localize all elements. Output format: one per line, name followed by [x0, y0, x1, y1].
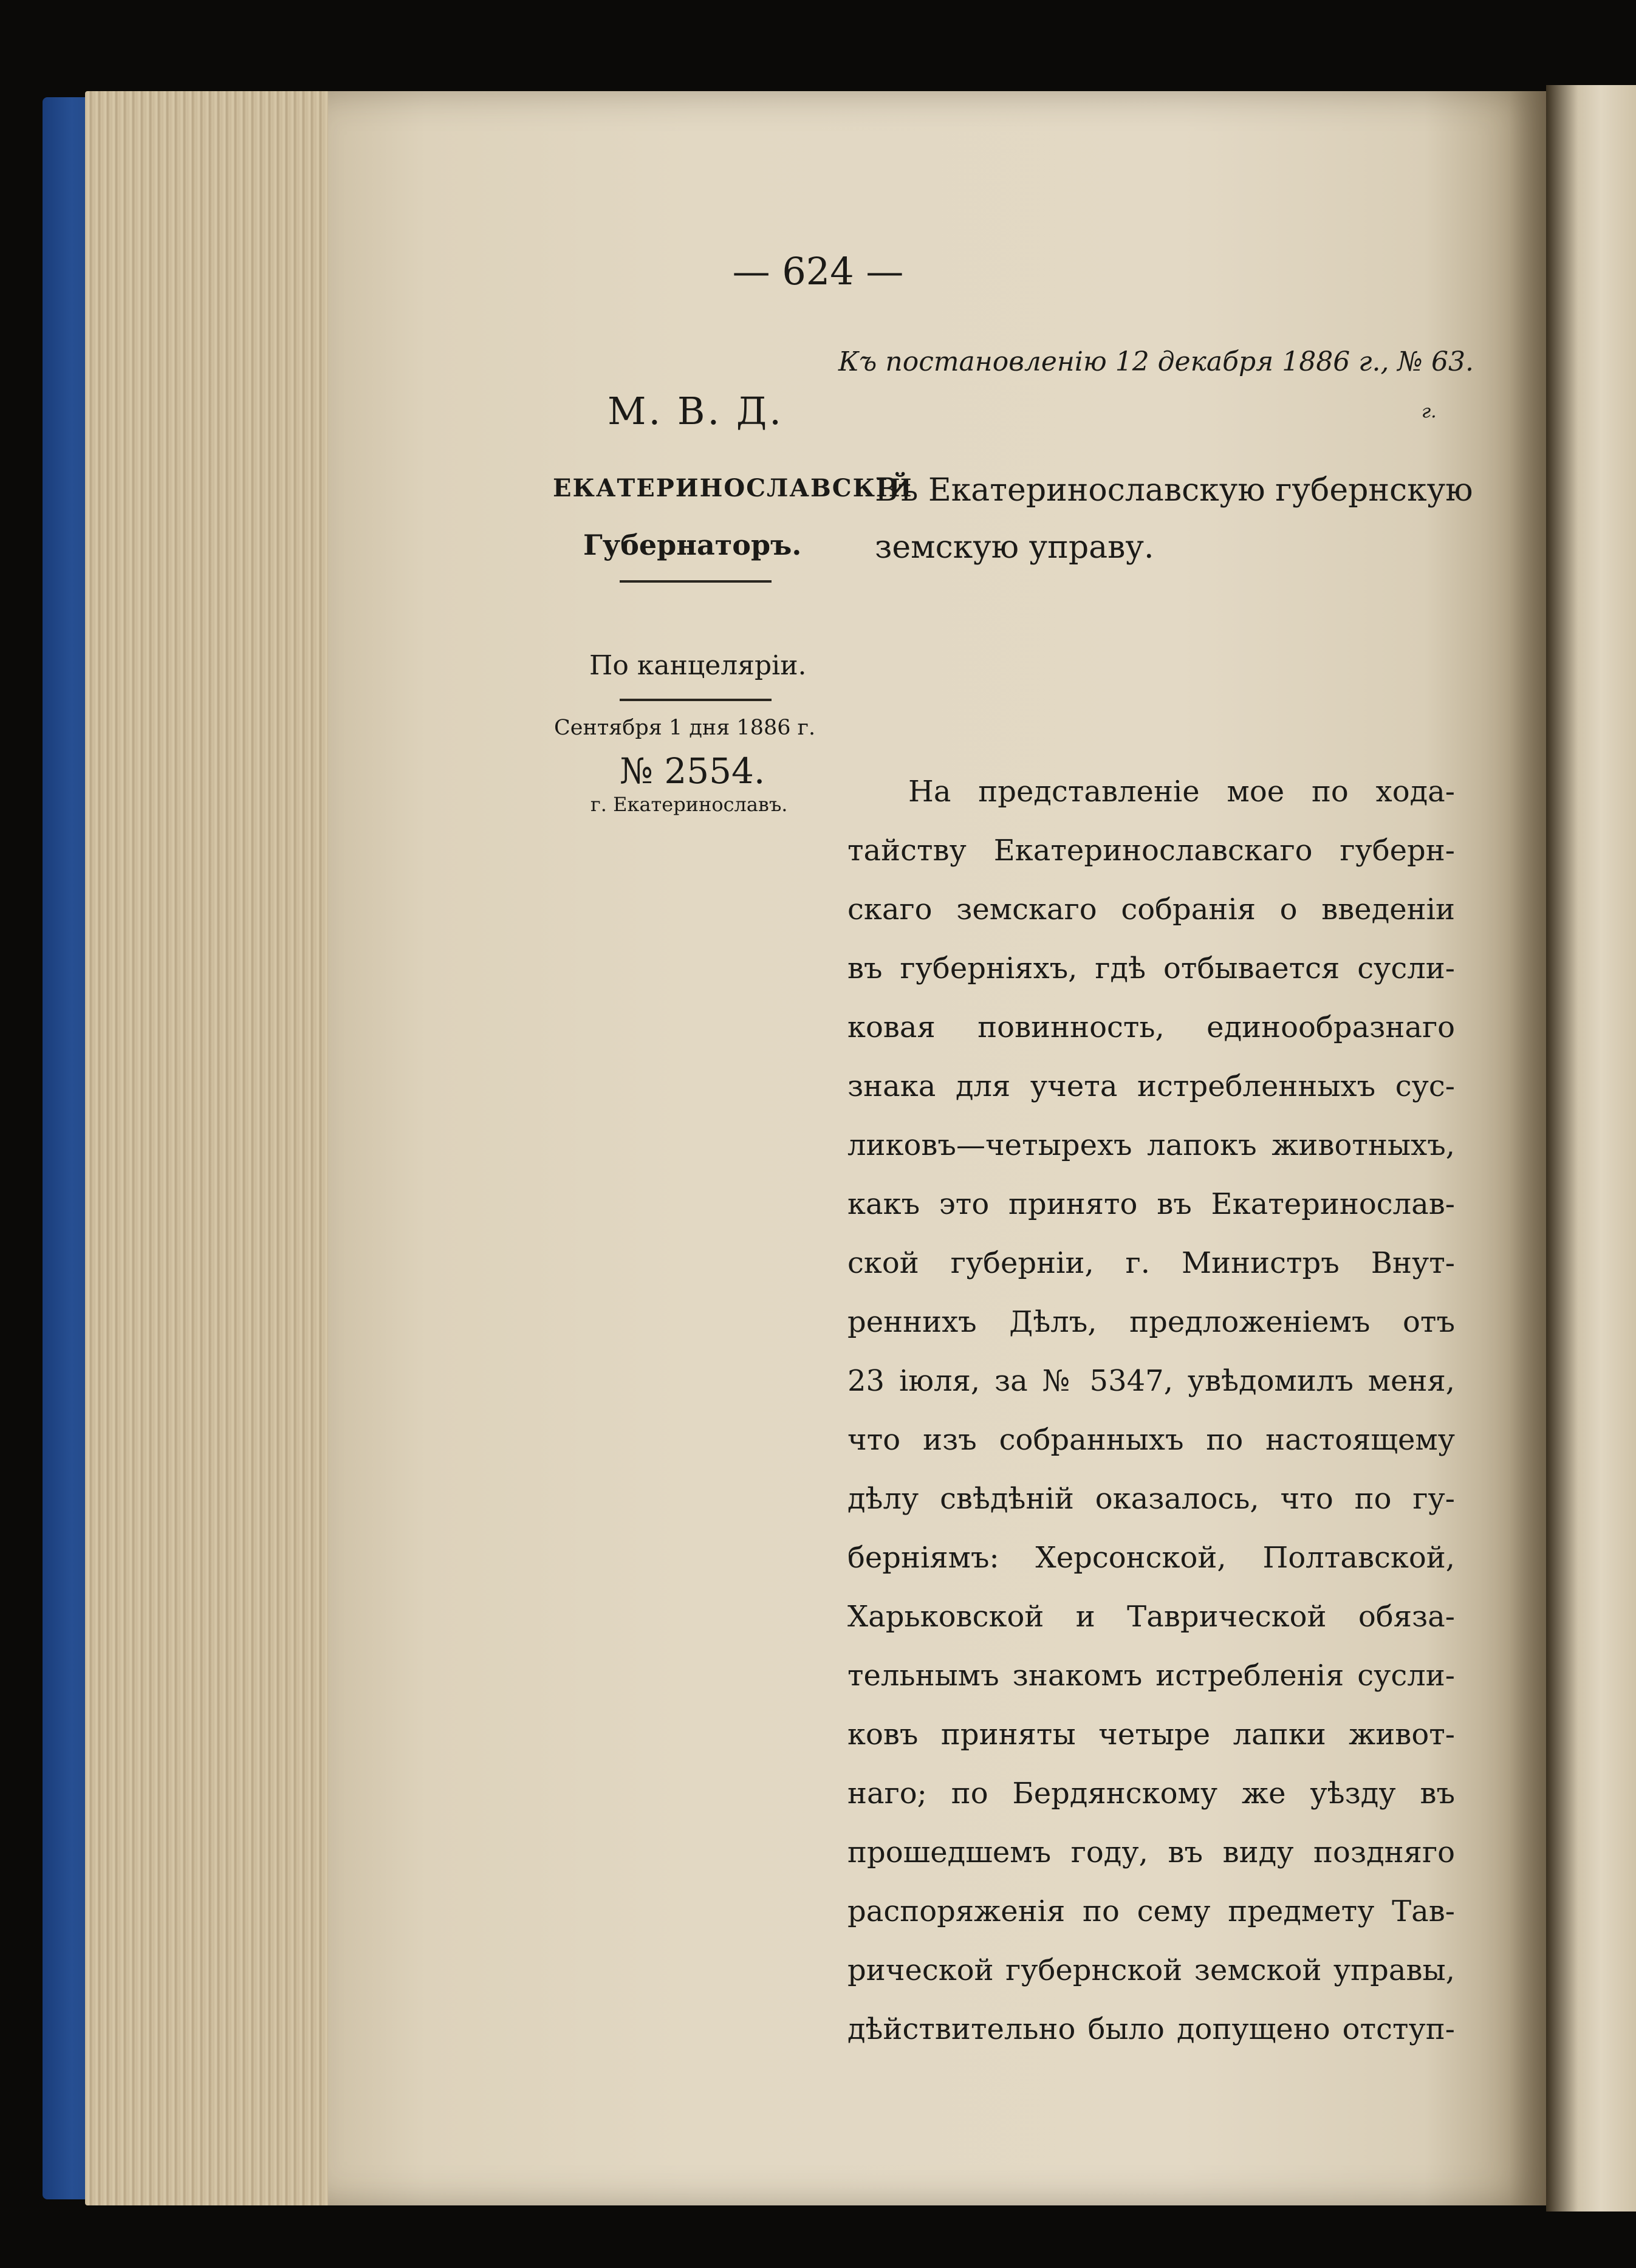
body-line: какъ это принято въ Екатеринослав-: [847, 1187, 1455, 1221]
department-label: По канцеляріи.: [589, 650, 807, 681]
body-line: ской губерніи, г. Министръ Внут-: [847, 1246, 1455, 1280]
body-line: въ губерніяхъ, гдѣ отбывается сусли-: [847, 951, 1455, 985]
body-line: 23 іюля, за № 5347, увѣдомилъ меня,: [847, 1364, 1455, 1398]
document-number: № 2554.: [620, 750, 765, 792]
page-number: — 624 —: [732, 249, 904, 293]
document-date: Сентября 1 дня 1886 г.: [554, 716, 816, 740]
ministry-heading: М. В. Д.: [608, 389, 784, 433]
body-line: берніямъ: Херсонской, Полтавской,: [847, 1541, 1455, 1575]
body-line: прошедшемъ году, въ виду поздняго: [847, 1835, 1455, 1869]
body-text: [847, 762, 1455, 2059]
body-line: тельнымъ знакомъ истребленія сусли-: [847, 1659, 1455, 1693]
office-title-line2: Губернаторъ.: [583, 529, 802, 561]
body-line: Харьковской и Таврической обяза-: [847, 1600, 1455, 1634]
body-line: реннихъ Дѣлъ, предложеніемъ отъ: [847, 1305, 1455, 1339]
document-place: г. Екатеринославъ.: [590, 793, 788, 816]
body-line: знака для учета истребленныхъ сус-: [847, 1069, 1455, 1103]
office-title-line1: ЕКАТЕРИНОСЛАВСКІЙ: [553, 474, 913, 502]
divider: [620, 699, 772, 701]
body-line: ковая повинность, единообразнаго: [847, 1010, 1455, 1044]
addressee: [875, 462, 1473, 576]
resolution-reference: Къ постановленію 12 декабря 1886 г., № 63.: [838, 346, 1474, 377]
body-line: ликовъ—четырехъ лапокъ животныхъ,: [847, 1128, 1455, 1162]
addressee-line: земскую управу.: [875, 529, 1154, 566]
body-line: наго; по Бердянскому же уѣзду въ: [847, 1776, 1455, 1811]
facing-page-edge: [1546, 85, 1636, 2211]
body-line: рической губернской земской управы,: [847, 1953, 1455, 1987]
addressee-line: Въ Екатеринославскую губернскую: [875, 472, 1473, 509]
body-line: дѣлу свѣдѣній оказалось, что по гу-: [847, 1482, 1455, 1516]
body-line: распоряженія по сему предмету Тав-: [847, 1894, 1455, 1928]
reference-suffix: г.: [1422, 401, 1437, 422]
body-line: скаго земскаго собранія о введеніи: [847, 892, 1455, 927]
body-line: тайству Екатеринославскаго губерн-: [847, 834, 1455, 868]
body-line: что изъ собранныхъ по настоящему: [847, 1423, 1455, 1457]
page-stack: [85, 91, 340, 2205]
body-line: На представленіе мое по хода-: [908, 775, 1455, 809]
body-line: дѣйствительно было допущено отступ-: [847, 2012, 1455, 2046]
body-line: ковъ приняты четыре лапки живот-: [847, 1718, 1455, 1752]
divider: [620, 580, 772, 583]
